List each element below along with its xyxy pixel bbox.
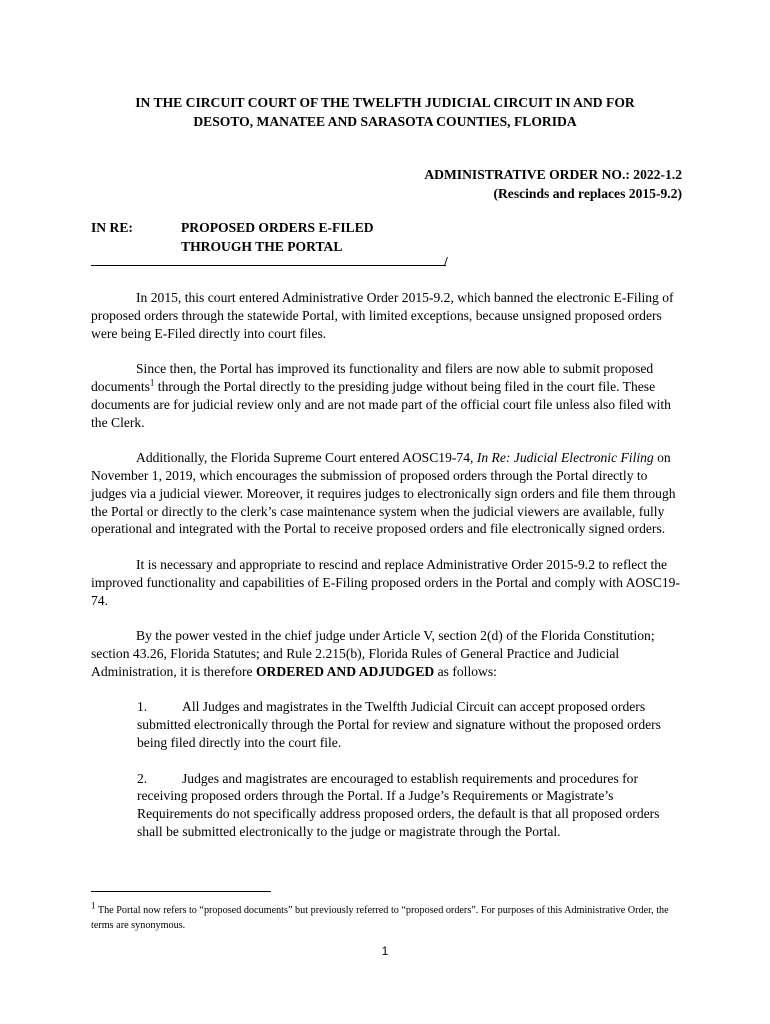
paragraph-1-text: In 2015, this court entered Administrative Order 2015-9.2, which banned the electronic E-Filing of proposed orders through the statewide Portal, with limited exceptions, because unsigned proposed orders were being E-Filed directly into court files. [91, 290, 674, 341]
order-rescind-note: (Rescinds and replaces 2015-9.2) [493, 186, 682, 201]
paragraph-2 [91, 360, 681, 431]
paragraph-4 [91, 556, 681, 609]
court-header-line-2: DESOTO, MANATEE AND SARASOTA COUNTIES, FLORIDA [193, 114, 577, 129]
paragraph-2-text-a: Since then, the Portal has improved its functionality and filers are now able to submit proposed documents [91, 361, 654, 394]
footnote-reference: 1 [149, 377, 155, 388]
caption-underline [91, 265, 446, 266]
footnote-separator [91, 891, 271, 892]
footnote-text: The Portal now refers to “proposed documents” but previously referred to “proposed orders”. For purposes of this Administrative Order, the terms are synonymous. [91, 905, 669, 931]
order-number: ADMINISTRATIVE ORDER NO.: 2022-1.2 [424, 167, 682, 182]
paragraph-2-text-b: through the Portal directly to the presiding judge without being filed in the court file. These documents are for judicial review only and are not made part of the official court file unless also filed with the Clerk. [91, 378, 671, 430]
paragraph-1 [91, 289, 681, 342]
footnote-marker: 1 [91, 900, 96, 911]
paragraph-5-text-a: By the power vested in the chief judge under Article V, section 2(d) of the Florida Constitution; section 43.26, Florida Statutes; and Rule 2.215(b), Florida Rules of General Practice and Judicial Administration, it is therefore [91, 628, 655, 679]
paragraph-5 [91, 627, 681, 680]
numbered-item-1 [137, 698, 681, 751]
item-text: Judges and magistrates are encouraged to establish requirements and procedures for receiving proposed orders through the Portal. If a Judge’s Requirements or Magistrate’s Requirements do not specifically address proposed orders, the default is that all proposed orders shall be submitted electronically to the judge or magistrate through the Portal. [137, 770, 660, 839]
paragraph-3-text-a: Additionally, the Florida Supreme Court entered AOSC19-74, [136, 450, 477, 466]
court-header-line-1: IN THE CIRCUIT COURT OF THE TWELFTH JUDICIAL CIRCUIT IN AND FOR [135, 95, 635, 110]
order-number-block [424, 165, 682, 203]
item-number: 1. [137, 699, 148, 715]
order-body [91, 289, 681, 859]
page-number: 1 [381, 944, 389, 958]
paragraph-4-text: It is necessary and appropriate to rescind and replace Administrative Order 2015-9.2 to reflect the improved functionality and capabilities of E-Filing proposed orders in the Portal and comply with AOSC19-74. [91, 556, 680, 608]
footnote [91, 900, 681, 933]
in-re-label: IN RE: [91, 220, 133, 235]
item-number: 2. [137, 770, 148, 786]
item-text: All Judges and magistrates in the Twelfth Judicial Circuit can accept proposed orders submitted electronically through the Portal for review and signature without the proposed orders being filed directly into the court file. [137, 699, 661, 750]
ordered-adjudged: ORDERED AND ADJUDGED [255, 663, 435, 679]
in-re-subject-line-2: THROUGH THE PORTAL [181, 239, 343, 254]
in-re-subject [181, 218, 461, 256]
paragraph-3 [91, 449, 681, 538]
in-re-subject-line-1: PROPOSED ORDERS E-FILED [181, 220, 374, 235]
paragraph-5-text-b: as follows: [434, 663, 497, 679]
court-header [60, 93, 710, 131]
caption-slash: / [444, 254, 448, 269]
numbered-item-2 [137, 770, 681, 841]
paragraph-3-text-b: on November 1, 2019, which encourages the submission of proposed orders through the Portal directly to judges via a judicial viewer. Moreover, it requires judges to electronically sign orders and file them through the Portal or directly to the clerk’s case maintenance system when the judicial viewers are available, fully operational and integrated with the Portal to receive proposed orders and file electronically signed orders. [91, 450, 676, 537]
case-citation: In Re: Judicial Electronic Filing [476, 450, 654, 466]
